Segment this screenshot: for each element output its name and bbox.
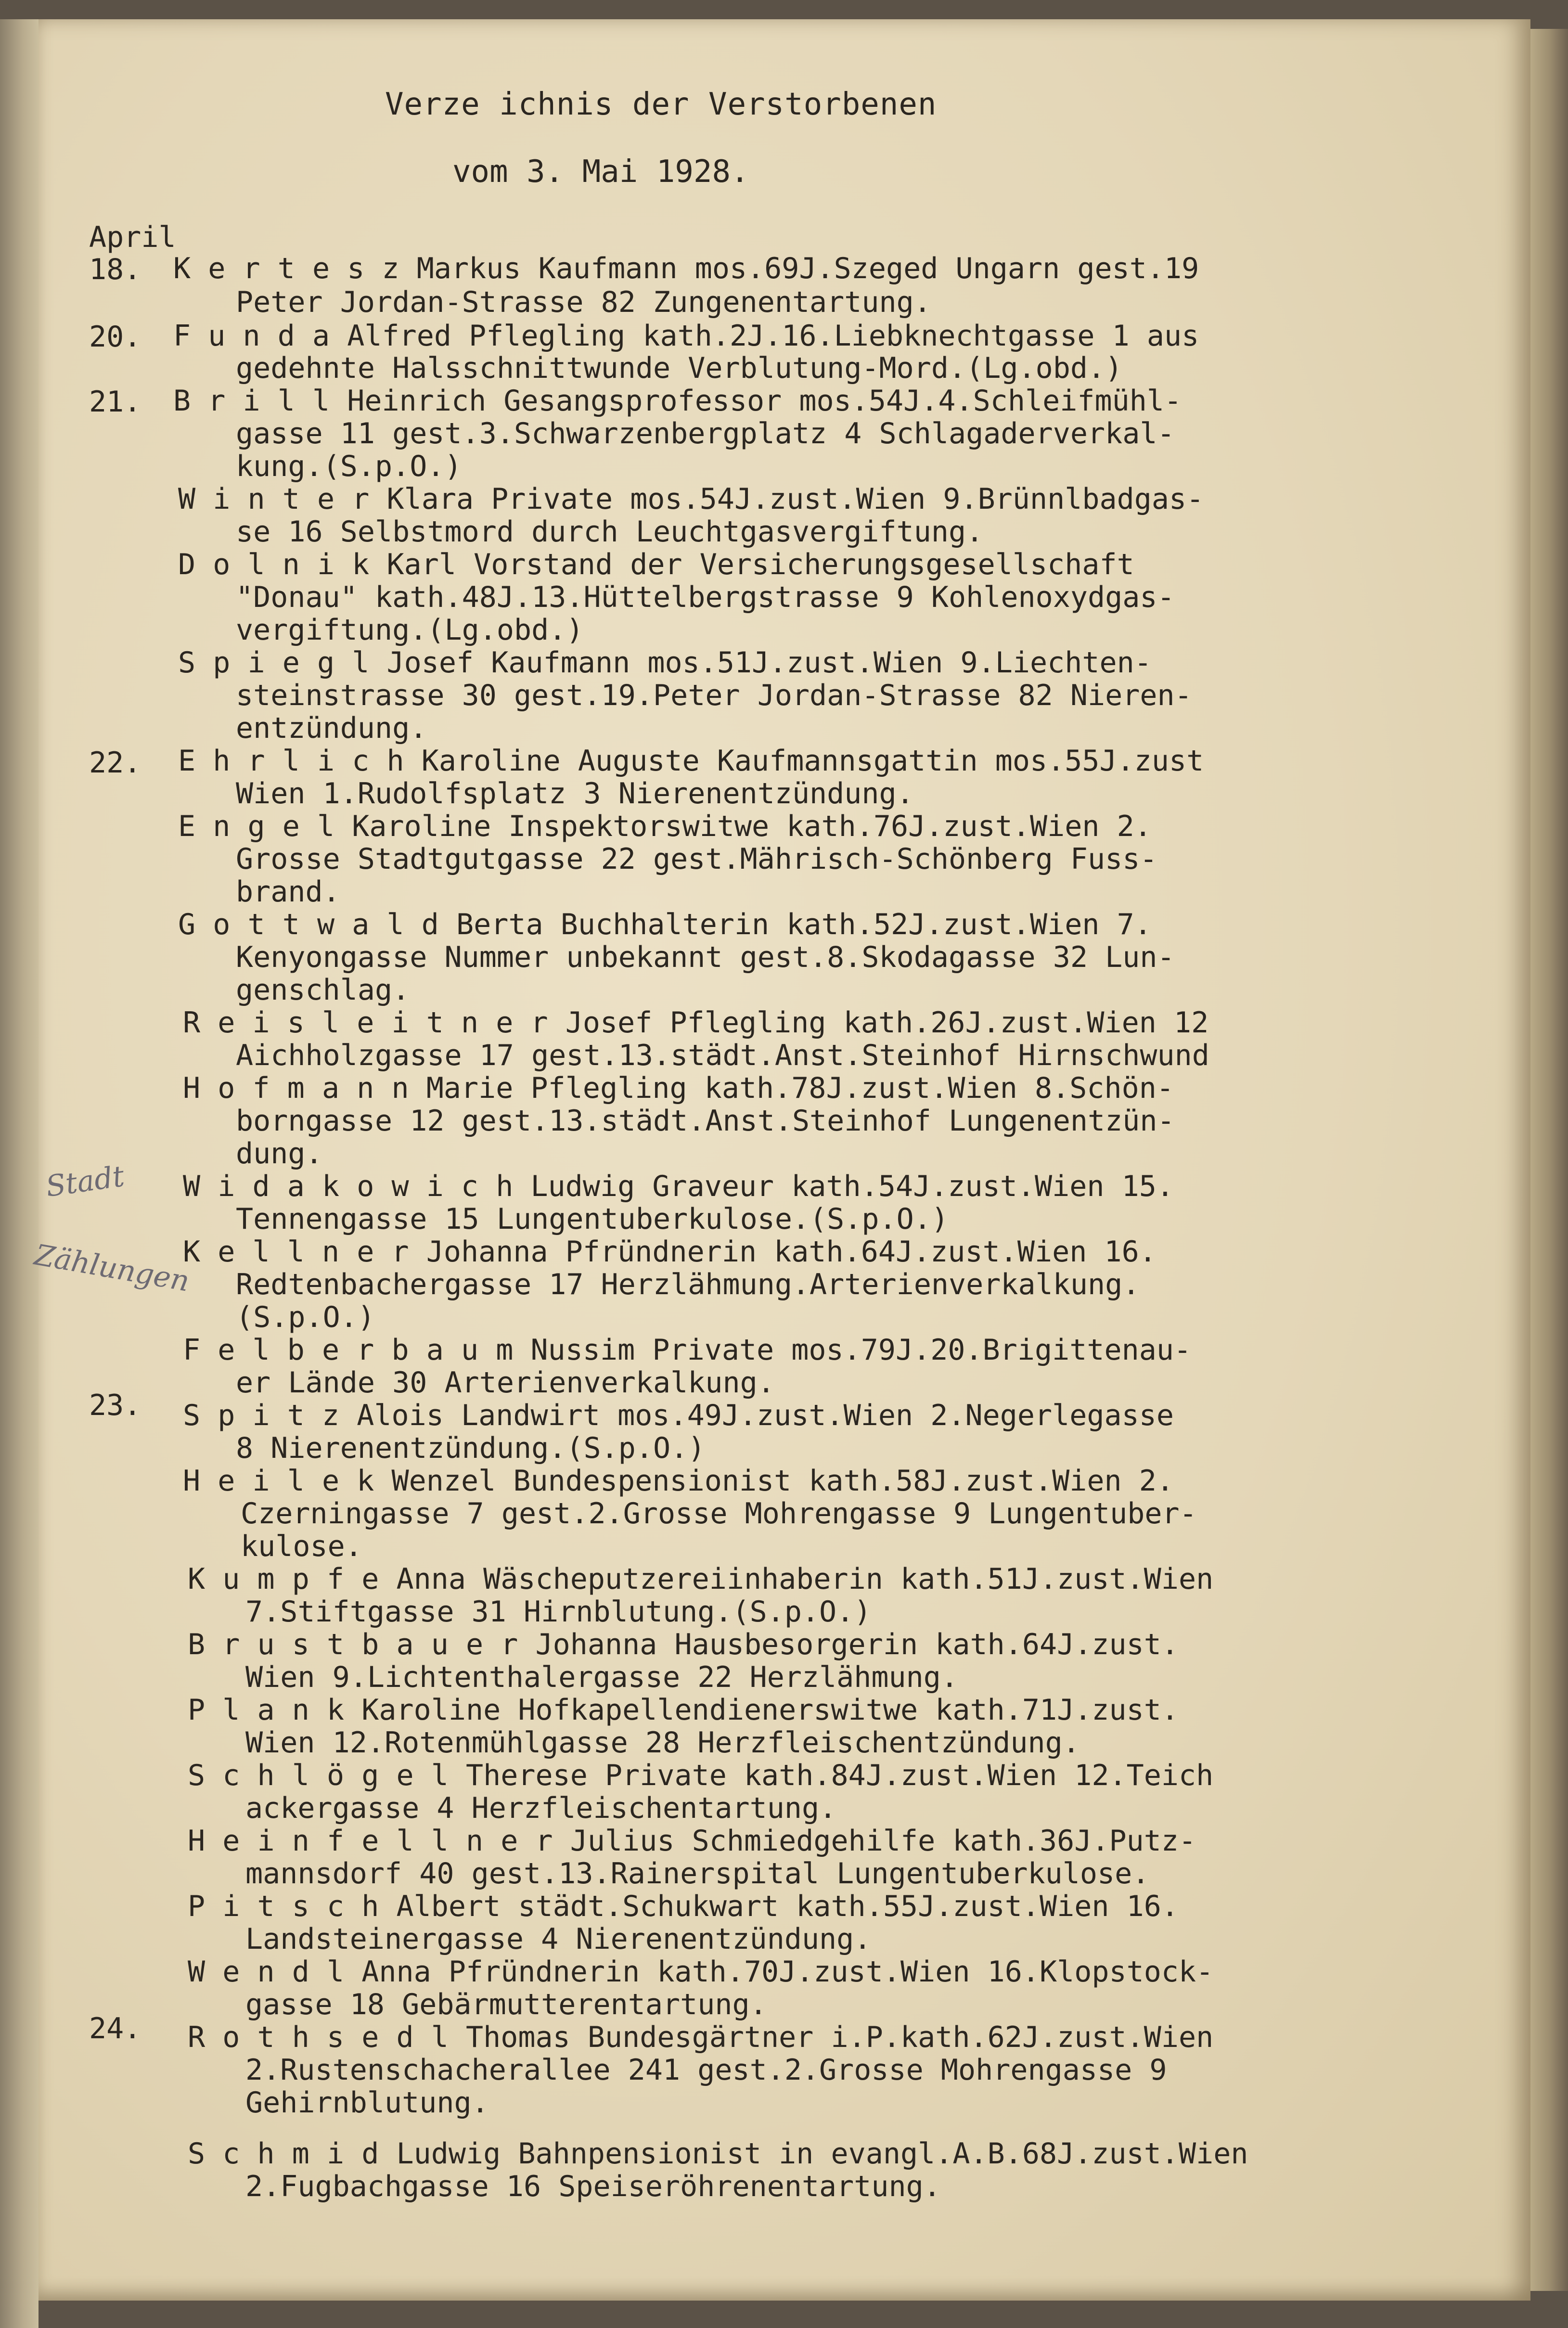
entry-line: R o t h s e d l Thomas Bundesgärtner i.P.kath.62J.zust.Wien <box>188 2020 1214 2054</box>
entry-line: 2.Fugbachgasse 16 Speiseröhrenentartung. <box>245 2170 941 2203</box>
date-label: 24. <box>89 2012 141 2045</box>
entry-line: S c h m i d Ludwig Bahnpensionist in evangl.A.B.68J.zust.Wien <box>188 2137 1248 2171</box>
entry-line: 7.Stiftgasse 31 Hirnblutung.(S.p.O.) <box>245 1595 872 1629</box>
entry-line: P i t s c h Albert städt.Schukwart kath.55J.zust.Wien 16. <box>188 1890 1179 1923</box>
entry-line: H e i l e k Wenzel Bundespensionist kath.58J.zust.Wien 2. <box>183 1464 1174 1498</box>
entry-line: dung. <box>236 1137 323 1170</box>
entry-line: Wien 9.Lichtenthalergasse 22 Herzlähmung. <box>245 1660 959 1694</box>
entry-line: vergiftung.(Lg.obd.) <box>236 613 584 647</box>
entry-line: er Lände 30 Arterienverkalkung. <box>236 1366 775 1400</box>
entry-line: 8 Nierenentzündung.(S.p.O.) <box>236 1431 706 1465</box>
entry-line: K e r t e s z Markus Kaufmann mos.69J.Szeged Ungarn gest.19 <box>173 252 1199 285</box>
entry-line: G o t t w a l d Berta Buchhalterin kath.52J.zust.Wien 7. <box>178 908 1152 941</box>
entry-line: K u m p f e Anna Wäscheputzereiinhaberin kath.51J.zust.Wien <box>188 1562 1214 1596</box>
entry-line: Gehirnblutung. <box>245 2086 489 2120</box>
entry-line: E h r l i c h Karoline Auguste Kaufmannsgattin mos.55J.zust <box>178 744 1204 778</box>
entry-line: Wien 12.Rotenmühlgasse 28 Herzfleischentzündung. <box>245 1726 1080 1760</box>
entry-line: kulose. <box>241 1530 362 1563</box>
entry-line: Kenyongasse Nummer unbekannt gest.8.Skodagasse 32 Lun- <box>236 940 1175 974</box>
page-title: Verze ichnis der Verstorbenen <box>385 87 937 122</box>
entry-line: Wien 1.Rudolfsplatz 3 Nierenentzündung. <box>236 777 914 810</box>
entry-line: steinstrasse 30 gest.19.Peter Jordan-Strasse 82 Nieren- <box>236 679 1192 712</box>
date-label: 18. <box>89 253 141 286</box>
entry-line: borngasse 12 gest.13.städt.Anst.Steinhof Lungenentzün- <box>236 1104 1175 1138</box>
entry-line: genschlag. <box>236 973 410 1007</box>
date-label: 22. <box>89 746 141 780</box>
entry-line: W e n d l Anna Pfründnerin kath.70J.zust.Wien 16.Klopstock- <box>188 1955 1214 1989</box>
entry-line: Redtenbachergasse 17 Herzlähmung.Arterienverkalkung. <box>236 1268 1140 1301</box>
entry-line: se 16 Selbstmord durch Leuchtgasvergiftung. <box>236 515 984 549</box>
entry-line: B r u s t b a u e r Johanna Hausbesorgerin kath.64J.zust. <box>188 1628 1179 1661</box>
entry-line: B r i l l Heinrich Gesangsprofessor mos.54J.4.Schleifmühl- <box>173 384 1182 418</box>
entry-line: H e i n f e l l n e r Julius Schmiedgehilfe kath.36J.Putz- <box>188 1824 1196 1858</box>
handwritten-margin-note: Stadt <box>43 1159 127 1204</box>
entry-line: R e i s l e i t n e r Josef Pflegling kath.26J.zust.Wien 12 <box>183 1006 1209 1040</box>
entry-line: S p i t z Alois Landwirt mos.49J.zust.Wien 2.Negerlegasse <box>183 1399 1174 1432</box>
date-label: 20. <box>89 320 141 354</box>
entry-line: H o f m a n n Marie Pflegling kath.78J.zust.Wien 8.Schön- <box>183 1071 1174 1105</box>
entry-line: (S.p.O.) <box>236 1300 375 1334</box>
entry-line: 2.Rustenschacherallee 241 gest.2.Grosse Mohrengasse 9 <box>245 2053 1167 2087</box>
date-label: 21. <box>89 385 141 419</box>
entry-line: P l a n k Karoline Hofkapellendienerswitwe kath.71J.zust. <box>188 1693 1179 1727</box>
entry-line: Landsteinergasse 4 Nierenentzündung. <box>245 1922 872 1956</box>
entry-line: gasse 11 gest.3.Schwarzenbergplatz 4 Schlagaderverkal- <box>236 417 1175 450</box>
entry-line: ackergasse 4 Herzfleischentartung. <box>245 1791 837 1825</box>
entry-line: gasse 18 Gebärmutterentartung. <box>245 1988 767 2021</box>
handwritten-margin-note: Zählungen <box>32 1238 192 1299</box>
entry-line: mannsdorf 40 gest.13.Rainerspital Lungentuberkulose. <box>245 1857 1150 1891</box>
entry-line: D o l n i k Karl Vorstand der Versicherungsgesellschaft <box>178 548 1134 581</box>
entry-line: Czerningasse 7 gest.2.Grosse Mohrengasse 9 Lungentuber- <box>241 1497 1197 1531</box>
entry-line: W i n t e r Klara Private mos.54J.zust.Wien 9.Brünnlbadgas- <box>178 482 1204 516</box>
entry-line: entzündung. <box>236 711 427 745</box>
entry-line: kung.(S.p.O.) <box>236 450 462 483</box>
entry-line: W i d a k o w i c h Ludwig Graveur kath.54J.zust.Wien 15. <box>183 1170 1174 1203</box>
date-label: 23. <box>89 1389 141 1422</box>
entry-line: "Donau" kath.48J.13.Hüttelbergstrasse 9 Kohlenoxydgas- <box>236 580 1175 614</box>
entry-line: S p i e g l Josef Kaufmann mos.51J.zust.Wien 9.Liechten- <box>178 646 1152 680</box>
entry-line: E n g e l Karoline Inspektorswitwe kath.76J.zust.Wien 2. <box>178 810 1152 843</box>
entry-line: gedehnte Halsschnittwunde Verblutung-Mord.(Lg.obd.) <box>236 351 1123 385</box>
entry-line: F u n d a Alfred Pflegling kath.2J.16.Liebknechtgasse 1 aus <box>173 319 1199 353</box>
entry-line: S c h l ö g e l Therese Private kath.84J.zust.Wien 12.Teich <box>188 1759 1214 1792</box>
entry-line: Peter Jordan-Strasse 82 Zungenentartung. <box>236 285 931 319</box>
page-subtitle: vom 3. Mai 1928. <box>452 154 749 190</box>
entry-line: F e l b e r b a u m Nussim Private mos.79J.20.Brigittenau- <box>183 1333 1192 1367</box>
entry-line: Grosse Stadtgutgasse 22 gest.Mährisch-Schönberg Fuss- <box>236 842 1157 876</box>
entry-line: brand. <box>236 875 340 909</box>
entry-line: Aichholzgasse 17 gest.13.städt.Anst.Steinhof Hirnschwund <box>236 1039 1209 1072</box>
entry-line: K e l l n e r Johanna Pfründnerin kath.64J.zust.Wien 16. <box>183 1235 1157 1269</box>
month-label: April <box>89 220 176 254</box>
entry-line: Tennengasse 15 Lungentuberkulose.(S.p.O.) <box>236 1202 949 1236</box>
